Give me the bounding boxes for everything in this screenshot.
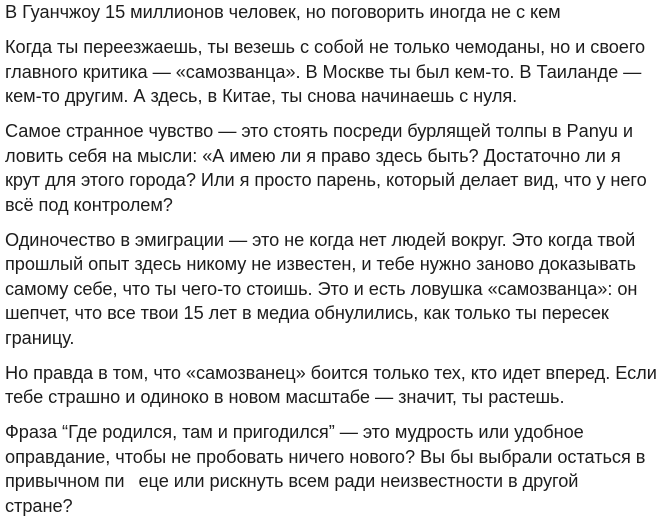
- paragraph-line: самому себе, что ты чего-то стоишь. Это и есть ловушка «самозванца»: он: [5, 278, 638, 299]
- paragraph-line: шепчет, что все твои 15 лет в медиа обнулились, как только ты пересек: [5, 303, 609, 323]
- paragraph-line: прошлый опыт здесь никому не известен, и тебе нужно заново доказывать: [5, 254, 636, 274]
- paragraph-1: [5, 35, 655, 109]
- paragraph-5: [5, 420, 655, 518]
- paragraph-line: Самое странное чувство — это стоять посреди бурлящей толпы в Panyu и: [5, 121, 633, 141]
- text-after-gap: еце или рискнуть всем ради неизвестности в другой: [138, 471, 579, 491]
- post-title: [5, 0, 655, 25]
- paragraph-4: [5, 361, 655, 410]
- paragraph-line: Когда ты переезжаешь, ты везешь с собой не только чемоданы, но и своего: [5, 37, 646, 57]
- text-before-gap: привычном пи: [5, 471, 125, 491]
- paragraph-line: кем-то другим. А здесь, в Китае, ты снова начинаешь с нуля.: [5, 86, 518, 106]
- paragraph-line: ловить себя на мысли: «А имею ли я право здесь быть? Достаточно ли я: [5, 145, 621, 166]
- post-title-text: В Гуанчжоу 15 миллионов человек, но поговорить иногда не с кем: [5, 2, 561, 22]
- post-body: [5, 0, 655, 529]
- paragraph-line: Фраза “Где родился, там и пригодился” — это мудрость или удобное: [5, 422, 584, 442]
- paragraph-line: границу.: [5, 327, 75, 348]
- paragraph-line: Но правда в том, что «самозванец» боится только тех, кто идет вперед. Если: [5, 362, 657, 383]
- paragraph-line: оправдание, чтобы не пробовать ничего нового? Вы бы выбрали остаться в: [5, 446, 646, 467]
- paragraph-line: всё под контролем?: [5, 194, 173, 215]
- paragraph-line: Одиночество в эмиграции — это не когда нет людей вокруг. Это когда твой: [5, 229, 636, 250]
- paragraph-line: главного критика — «самозванца». В Москве ты был кем-то. В Таиланде —: [5, 61, 642, 82]
- text-gap: [124, 472, 138, 492]
- paragraph-line-with-gap: [5, 469, 655, 494]
- paragraph-line: тебе страшно и одиноко в новом масштабе — значит, ты растешь.: [5, 387, 565, 407]
- paragraph-line: стране?: [5, 495, 73, 516]
- paragraph-line: крут для этого города? Или я просто парень, который делает вид, что у него: [5, 170, 647, 190]
- paragraph-2: [5, 119, 655, 217]
- paragraph-3: [5, 228, 655, 351]
